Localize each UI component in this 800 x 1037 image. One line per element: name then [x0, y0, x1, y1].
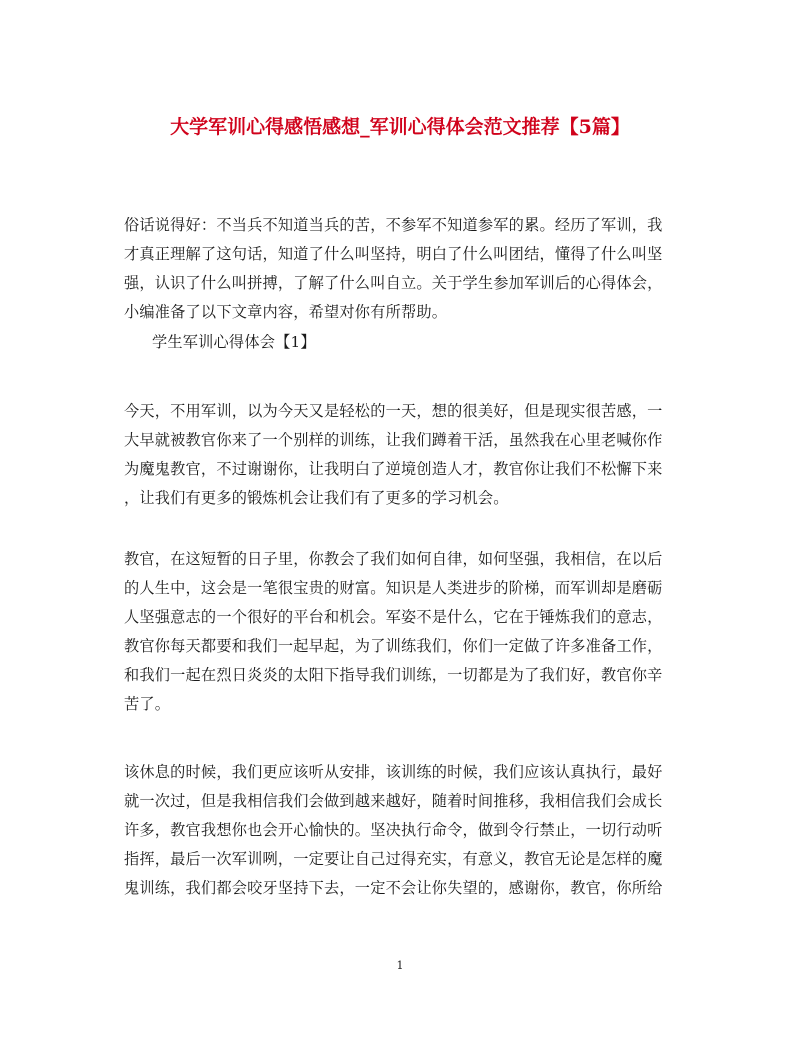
paragraph-line: 和我们一起在烈日炎炎的太阳下指导我们训练，一切都是为了我们好，教官你辛 — [124, 666, 663, 684]
paragraph-line: 就一次过，但是我相信我们会做到越来越好，随着时间推移，我相信我们会成长 — [124, 792, 663, 810]
document-title: 大学军训心得感悟感想_军训心得体会范文推荐【5篇】 — [170, 116, 630, 138]
paragraph-line: 教官，在这短暂的日子里，你教会了我们如何自律，如何坚强，我相信，在以后 — [124, 550, 663, 568]
paragraph-line: 大早就被教官你来了一个别样的训练，让我们蹲着干活，虽然我在心里老喊你作 — [124, 431, 663, 449]
paragraph-line: 指挥，最后一次军训咧，一定要让自己过得充实，有意义，教官无论是怎样的魔 — [124, 850, 663, 868]
section-heading: 学生军训心得体会【1】 — [152, 333, 316, 351]
paragraph-line: 人坚强意志的一个很好的平台和机会。军姿不是什么，它在于锤炼我们的意志， — [124, 608, 663, 626]
paragraph-line: 才真正理解了这句话，知道了什么叫坚持，明白了什么叫团结，懂得了什么叫坚 — [124, 245, 663, 263]
paragraph-line: 许多，教官我想你也会开心愉快的。坚决执行命令，做到令行禁止，一切行动听 — [124, 821, 663, 839]
page-number: 1 — [396, 959, 404, 972]
paragraph-line: 的人生中，这会是一笔很宝贵的财富。知识是人类进步的阶梯，而军训却是磨砺 — [124, 579, 663, 597]
paragraph-line: 小编准备了以下文章内容，希望对你有所帮助。 — [124, 303, 448, 321]
paragraph-line: 今天，不用军训，以为今天又是轻松的一天，想的很美好，但是现实很苦感，一 — [124, 402, 663, 420]
paragraph-line: 为魔鬼教官，不过谢谢你，让我明白了逆境创造人才，教官你让我们不松懈下来 — [124, 460, 663, 478]
paragraph-line: 鬼训练，我们都会咬牙坚持下去，一定不会让你失望的，感谢你，教官，你所给 — [124, 879, 663, 897]
paragraph-line: ，让我们有更多的锻炼机会让我们有了更多的学习机会。 — [124, 489, 509, 507]
paragraph-line: 该休息的时候，我们更应该听从安排，该训练的时候，我们应该认真执行，最好 — [124, 763, 663, 781]
paragraph-line: 教官你每天都要和我们一起早起，为了训练我们，你们一定做了许多准备工作， — [124, 637, 663, 655]
paragraph-line: 俗话说得好：不当兵不知道当兵的苦，不参军不知道参军的累。经历了军训，我 — [124, 216, 663, 234]
paragraph-line: 强，认识了什么叫拼搏，了解了什么叫自立。关于学生参加军训后的心得体会， — [124, 274, 663, 292]
paragraph-line: 苦了。 — [124, 695, 171, 713]
